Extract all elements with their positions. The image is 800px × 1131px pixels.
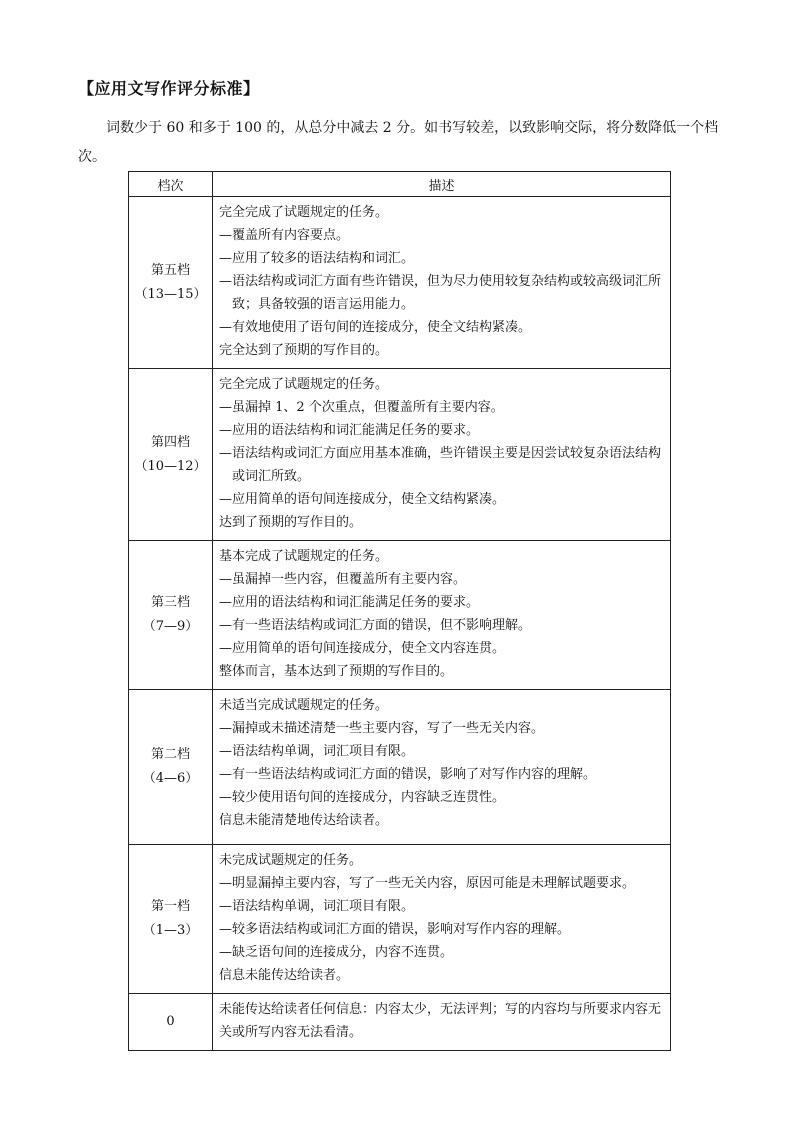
band-cell — [129, 369, 213, 541]
description-line: 信息未能传达给读者。 — [219, 968, 350, 983]
description-line: —语法结构或词汇方面应用基本准确，些许错误主要是因尝试较复杂语法结构或词汇所致。 — [219, 446, 662, 484]
band-name: 第三档 — [150, 595, 190, 610]
band-name: 0 — [166, 1014, 175, 1029]
description-line: 信息未能清楚地传达给读者。 — [219, 813, 389, 828]
table-header-row — [129, 172, 671, 197]
description-line: 未能传达给读者任何信息：内容太少，无法评判；写的内容均与所要求内容无关或所写内容无法看清。 — [219, 1002, 662, 1040]
description-line: —较多语法结构或词汇方面的错误，影响对写作内容的理解。 — [219, 922, 571, 937]
description-line: 整体而言，基本达到了预期的写作目的。 — [219, 664, 454, 679]
description-line: —有一些语法结构或词汇方面的错误，但不影响理解。 — [219, 618, 532, 633]
header-band: 档次 — [129, 172, 213, 197]
header-description: 描述 — [213, 172, 671, 197]
description-line: 未适当完成试题规定的任务。 — [219, 698, 389, 713]
band-score-range: （4—6） — [142, 771, 199, 786]
description-line: 完全完成了试题规定的任务。 — [219, 205, 389, 220]
band-name: 第四档 — [150, 434, 190, 450]
table-row — [129, 994, 671, 1051]
table-row — [129, 369, 671, 541]
band-cell — [129, 994, 213, 1051]
table-row — [129, 541, 671, 690]
description-line: —较少使用语句间的连接成分，内容缺乏连贯性。 — [219, 790, 506, 805]
description-line: —虽漏掉 1、2 个次重点，但覆盖所有主要内容。 — [219, 400, 504, 415]
description-cell — [213, 994, 671, 1051]
table-row — [129, 845, 671, 994]
band-score-range: （1—3） — [142, 923, 199, 938]
description-line: —明显漏掉主要内容，写了一些无关内容，原因可能是未理解试题要求。 — [219, 876, 636, 891]
intro-paragraph: 词数少于 60 和多于 100 的，从总分中减去 2 分。如书写较差，以致影响交际，将分数降低一个档次。 — [78, 120, 719, 165]
band-name: 第一档 — [150, 899, 190, 914]
page-title: 【应用文写作评分标准】 — [78, 79, 260, 98]
description-line: —应用简单的语句间连接成分，使全文结构紧凑。 — [219, 492, 506, 507]
band-cell — [129, 541, 213, 690]
description-cell — [213, 197, 671, 369]
description-line: 未完成试题规定的任务。 — [219, 853, 363, 868]
band-score-range: （7—9） — [142, 619, 199, 634]
table-row — [129, 690, 671, 845]
description-line: —应用的语法结构和词汇能满足任务的要求。 — [219, 423, 480, 438]
band-score-range: （13—15） — [134, 286, 207, 302]
description-cell — [213, 845, 671, 994]
band-score-range: （10—12） — [134, 458, 207, 474]
description-line: 基本完成了试题规定的任务。 — [219, 549, 389, 564]
rubric-body — [129, 197, 671, 1051]
description-line: —漏掉或未描述清楚一些主要内容，写了一些无关内容。 — [219, 721, 545, 736]
band-cell — [129, 845, 213, 994]
band-name: 第五档 — [150, 262, 190, 278]
description-line: —覆盖所有内容要点。 — [219, 228, 350, 243]
rubric-table — [128, 171, 671, 1051]
description-line: 完全完成了试题规定的任务。 — [219, 377, 389, 392]
description-line: —有效地使用了语句间的连接成分，使全文结构紧凑。 — [219, 320, 532, 335]
description-line: —语法结构单调，词汇项目有限。 — [219, 899, 415, 914]
band-cell — [129, 690, 213, 845]
description-line: 完全达到了预期的写作目的。 — [219, 343, 389, 358]
description-line: —应用的语法结构和词汇能满足任务的要求。 — [219, 595, 480, 610]
description-line: —应用简单的语句间连接成分，使全文内容连贯。 — [219, 641, 506, 656]
description-line: —应用了较多的语法结构和词汇。 — [219, 251, 415, 266]
description-line: —虽漏掉一些内容，但覆盖所有主要内容。 — [219, 572, 467, 587]
band-cell — [129, 197, 213, 369]
table-row — [129, 197, 671, 369]
description-line: —有一些语法结构或词汇方面的错误，影响了对写作内容的理解。 — [219, 767, 597, 782]
description-line: —语法结构单调，词汇项目有限。 — [219, 744, 415, 759]
description-line: —语法结构或词汇方面有些许错误，但为尽力使用较复杂结构或较高级词汇所致；具备较强的语言运用能力。 — [219, 274, 662, 312]
description-cell — [213, 541, 671, 690]
band-name: 第二档 — [150, 747, 190, 762]
description-line: 达到了预期的写作目的。 — [219, 515, 363, 530]
description-cell — [213, 369, 671, 541]
description-cell — [213, 690, 671, 845]
description-line: —缺乏语句间的连接成分，内容不连贯。 — [219, 945, 454, 960]
